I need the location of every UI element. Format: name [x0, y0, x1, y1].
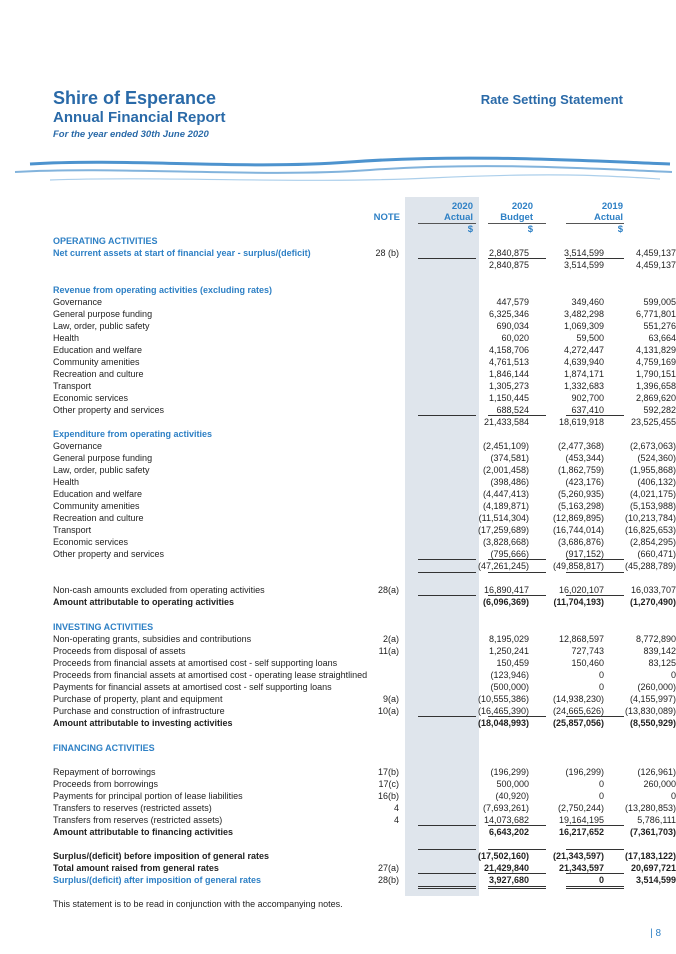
row-value-c3: (660,471): [637, 549, 676, 559]
row-value-c1: 1,150,445: [488, 393, 529, 403]
row-label: Health: [53, 477, 80, 487]
row-value-c2: (49,858,817): [552, 561, 604, 571]
row-note: 16(b): [377, 791, 399, 801]
row-value-c3: (13,280,853): [624, 803, 676, 813]
row-label: Payments for principal portion of lease liabilities: [53, 791, 243, 801]
table-row: [53, 645, 676, 657]
row-value-c3: 4,459,137: [635, 260, 676, 270]
row-label: Governance: [53, 441, 103, 451]
row-value-c3: 1,790,151: [635, 369, 676, 379]
table-row: [53, 778, 676, 790]
col2-type: Budget: [500, 212, 533, 223]
subtotal-rule: [418, 873, 476, 874]
row-value-c3: (5,153,988): [629, 501, 676, 511]
col1-type: Actual: [443, 212, 473, 223]
table-row: [53, 416, 676, 428]
row-note: 9(a): [382, 694, 399, 704]
row-value-c3: 839,142: [643, 646, 676, 656]
table-row: [53, 452, 676, 464]
footnote: This statement is to be read in conjunction with the accompanying notes.: [53, 899, 343, 909]
row-label: Transfers from reserves (restricted assets): [53, 815, 223, 825]
table-row: [53, 826, 676, 838]
row-value-c1: (17,502,160): [477, 851, 529, 861]
col2-year: 2020: [511, 201, 533, 212]
row-label: Proceeds from financial assets at amortised cost - self supporting loans: [53, 658, 338, 668]
col3-currency: $: [617, 224, 623, 235]
row-label: Non-operating grants, subsidies and contributions: [53, 634, 252, 644]
subtotal-rule: [418, 849, 476, 850]
col1-year: 2020: [451, 201, 473, 212]
table-row: [53, 392, 676, 404]
subtotal-rule: [418, 595, 476, 596]
row-value-c2: (24,665,626): [552, 706, 604, 716]
row-value-c2: (5,163,298): [557, 501, 604, 511]
row-value-c2: (5,260,935): [557, 489, 604, 499]
table-row: [53, 235, 625, 247]
table-row: [53, 428, 625, 440]
subtotal-rule: [488, 825, 546, 826]
subtotal-rule: [488, 716, 546, 717]
row-value-c3: 23,525,455: [630, 417, 676, 427]
row-label: Proceeds from financial assets at amortised cost - operating lease straightlined: [53, 670, 368, 680]
table-row: [53, 717, 676, 729]
row-note: 2(a): [382, 634, 399, 644]
row-label: Net current assets at start of financial year - surplus/(deficit): [53, 248, 311, 258]
row-value-c1: (795,666): [490, 549, 529, 559]
row-label: Recreation and culture: [53, 369, 144, 379]
header-wave-decoration: [10, 150, 675, 190]
row-value-c1: (4,189,871): [482, 501, 529, 511]
row-value-c2: 3,514,599: [563, 248, 604, 258]
col3-year: 2019: [601, 201, 623, 212]
row-value-c3: (1,955,868): [629, 465, 676, 475]
row-value-c2: 16,217,652: [558, 827, 604, 837]
row-value-c1: 447,579: [496, 297, 529, 307]
table-row: [53, 742, 625, 754]
table-row: [53, 476, 676, 488]
row-value-c2: (2,477,368): [557, 441, 604, 451]
row-value-c3: (4,155,997): [629, 694, 676, 704]
row-value-c1: 688,524: [496, 405, 529, 415]
table-row: [53, 380, 676, 392]
row-value-c3: (10,213,784): [624, 513, 676, 523]
row-value-c3: 592,282: [643, 405, 676, 415]
row-label: Community amenities: [53, 357, 140, 367]
row-label: Law, order, public safety: [53, 321, 150, 331]
table-row: [53, 524, 676, 536]
row-value-c1: 500,000: [496, 779, 529, 789]
row-label: Purchase and construction of infrastructure: [53, 706, 225, 716]
row-label: Payments for financial assets at amortised cost - self supporting loans: [53, 682, 332, 692]
row-value-c1: (18,048,993): [477, 718, 529, 728]
row-label: Economic services: [53, 537, 129, 547]
row-value-c3: 0: [670, 791, 676, 801]
row-value-c3: (260,000): [637, 682, 676, 692]
row-value-c1: 8,195,029: [488, 634, 529, 644]
row-value-c2: 3,514,599: [563, 260, 604, 270]
statement-title: Rate Setting Statement: [480, 92, 623, 107]
row-value-c1: (123,946): [490, 670, 529, 680]
row-value-c2: (3,686,876): [557, 537, 604, 547]
table-row: [53, 488, 676, 500]
row-value-c2: 21,343,597: [558, 863, 604, 873]
row-value-c3: 4,759,169: [635, 357, 676, 367]
row-note: 10(a): [377, 706, 399, 716]
table-row: [53, 633, 676, 645]
row-value-c1: 1,846,144: [488, 369, 529, 379]
table-row: [53, 464, 676, 476]
total-double-rule: [418, 886, 476, 889]
row-value-c2: 1,874,171: [563, 369, 604, 379]
row-value-c1: 60,020: [501, 333, 529, 343]
row-label: Repayment of borrowings: [53, 767, 156, 777]
subtotal-rule: [488, 849, 546, 850]
row-value-c1: (398,486): [490, 477, 529, 487]
row-value-c2: (16,744,014): [552, 525, 604, 535]
row-value-c1: 4,158,706: [488, 345, 529, 355]
row-value-c3: (2,854,295): [629, 537, 676, 547]
row-value-c2: 0: [598, 791, 604, 801]
row-value-c1: 150,459: [496, 658, 529, 668]
row-value-c2: (14,938,230): [552, 694, 604, 704]
subtotal-rule: [566, 559, 624, 560]
subtotal-rule: [488, 873, 546, 874]
row-value-c3: 260,000: [643, 779, 676, 789]
table-row: [53, 344, 676, 356]
row-value-c2: 0: [598, 670, 604, 680]
row-value-c2: 16,020,107: [558, 585, 604, 595]
row-value-c2: 3,482,298: [563, 309, 604, 319]
subtotal-rule: [488, 559, 546, 560]
subtotal-rule: [566, 572, 624, 573]
row-label: FINANCING ACTIVITIES: [53, 743, 155, 753]
subtotal-rule: [566, 716, 624, 717]
row-value-c3: 8,772,890: [635, 634, 676, 644]
row-value-c1: (374,581): [490, 453, 529, 463]
row-note: 4: [393, 815, 399, 825]
row-label: Surplus/(deficit) after imposition of general rates: [53, 875, 262, 885]
table-row: [53, 669, 676, 681]
row-value-c3: 5,786,111: [637, 815, 676, 825]
subtotal-rule: [418, 559, 476, 560]
row-label: Recreation and culture: [53, 513, 144, 523]
row-label: Community amenities: [53, 501, 140, 511]
page-number: | 8: [650, 928, 661, 939]
row-value-c1: 2,840,875: [488, 248, 529, 258]
row-value-c2: 4,272,447: [563, 345, 604, 355]
table-row: [53, 368, 676, 380]
col2-currency: $: [527, 224, 533, 235]
row-value-c3: 2,869,620: [635, 393, 676, 403]
row-value-c2: (21,343,597): [552, 851, 604, 861]
table-row: [53, 874, 676, 886]
row-value-c1: 690,034: [496, 321, 529, 331]
row-value-c2: 59,500: [576, 333, 604, 343]
table-row: [53, 500, 676, 512]
row-value-c1: (17,259,689): [477, 525, 529, 535]
row-label: Revenue from operating activities (excluding rates): [53, 285, 273, 295]
row-label: Other property and services: [53, 405, 165, 415]
row-value-c3: 4,131,829: [635, 345, 676, 355]
subtotal-rule: [418, 716, 476, 717]
table-row: [53, 596, 676, 608]
row-value-c1: (16,465,390): [477, 706, 529, 716]
subtotal-rule: [488, 258, 546, 259]
row-value-c3: 599,005: [643, 297, 676, 307]
row-label: INVESTING ACTIVITIES: [53, 622, 154, 632]
row-value-c2: (196,299): [565, 767, 604, 777]
row-value-c3: 3,514,599: [635, 875, 676, 885]
row-value-c1: 21,433,584: [483, 417, 529, 427]
row-value-c3: (126,961): [637, 767, 676, 777]
subtotal-rule: [488, 415, 546, 416]
row-value-c1: (40,920): [495, 791, 529, 801]
row-value-c2: 0: [598, 779, 604, 789]
row-value-c3: 551,276: [643, 321, 676, 331]
table-row: [53, 356, 676, 368]
row-value-c1: (6,096,369): [482, 597, 529, 607]
subtotal-rule: [566, 595, 624, 596]
row-label: Purchase of property, plant and equipment: [53, 694, 223, 704]
row-value-c3: (16,825,653): [624, 525, 676, 535]
row-note: 27(a): [377, 863, 399, 873]
row-label: Total amount raised from general rates: [53, 863, 219, 873]
row-value-c2: 0: [598, 875, 604, 885]
row-label: Amount attributable to investing activities: [53, 718, 233, 728]
subtotal-rule: [488, 572, 546, 573]
row-value-c1: (7,693,261): [482, 803, 529, 813]
row-note: 28(a): [377, 585, 399, 595]
row-note: 28(b): [377, 875, 399, 885]
row-value-c1: 16,890,417: [483, 585, 529, 595]
row-value-c1: (47,261,245): [477, 561, 529, 571]
row-label: OPERATING ACTIVITIES: [53, 236, 158, 246]
row-value-c3: 83,125: [648, 658, 676, 668]
row-value-c1: (10,555,386): [477, 694, 529, 704]
row-value-c3: (524,360): [637, 453, 676, 463]
row-value-c2: (11,704,193): [553, 597, 604, 607]
row-value-c3: (17,183,122): [624, 851, 676, 861]
table-row: [53, 693, 676, 705]
table-row: [53, 621, 625, 633]
row-value-c3: 1,396,658: [635, 381, 676, 391]
table-row: [53, 536, 676, 548]
row-value-c1: 2,840,875: [488, 260, 529, 270]
table-row: [53, 320, 676, 332]
table-row: [53, 657, 676, 669]
row-value-c2: 19,164,195: [558, 815, 604, 825]
row-value-c1: 3,927,680: [488, 875, 529, 885]
row-label: Surplus/(deficit) before imposition of general rates: [53, 851, 270, 861]
row-value-c2: 902,700: [571, 393, 604, 403]
row-value-c3: (45,288,789): [624, 561, 676, 571]
row-value-c3: (13,830,089): [624, 706, 676, 716]
table-row: [53, 850, 676, 862]
report-period: For the year ended 30th June 2020: [53, 129, 209, 140]
row-value-c3: 63,664: [648, 333, 676, 343]
row-label: Health: [53, 333, 80, 343]
row-label: Expenditure from operating activities: [53, 429, 213, 439]
row-value-c2: 18,619,918: [558, 417, 604, 427]
row-value-c1: 14,073,682: [483, 815, 529, 825]
table-row: [53, 440, 676, 452]
subtotal-rule: [488, 595, 546, 596]
table-row: [53, 560, 676, 572]
row-label: Education and welfare: [53, 345, 143, 355]
row-value-c2: (423,176): [565, 477, 604, 487]
subtotal-rule: [418, 258, 476, 259]
row-label: Amount attributable to financing activities: [53, 827, 234, 837]
row-label: General purpose funding: [53, 453, 153, 463]
row-label: Transport: [53, 381, 92, 391]
row-value-c3: (2,673,063): [629, 441, 676, 451]
table-row: [53, 332, 676, 344]
row-value-c2: 12,868,597: [558, 634, 604, 644]
row-value-c3: (7,361,703): [629, 827, 676, 837]
row-label: Education and welfare: [53, 489, 143, 499]
row-value-c3: (4,021,175): [629, 489, 676, 499]
col3-type: Actual: [593, 212, 623, 223]
row-value-c2: (453,344): [565, 453, 604, 463]
row-value-c2: (917,152): [565, 549, 604, 559]
row-value-c1: (11,514,304): [478, 513, 529, 523]
total-double-rule: [488, 886, 546, 889]
row-note: 17(b): [377, 767, 399, 777]
row-label: Proceeds from borrowings: [53, 779, 159, 789]
total-double-rule: [566, 886, 624, 889]
row-value-c2: 4,639,940: [563, 357, 604, 367]
row-label: Other property and services: [53, 549, 165, 559]
row-value-c2: 0: [598, 682, 604, 692]
row-label: Economic services: [53, 393, 129, 403]
row-value-c3: (1,270,490): [629, 597, 676, 607]
subtotal-rule: [418, 572, 476, 573]
row-value-c1: 6,643,202: [488, 827, 529, 837]
table-row: [53, 802, 676, 814]
table-row: [53, 681, 676, 693]
table-row: [53, 284, 625, 296]
row-label: General purpose funding: [53, 309, 153, 319]
org-title: Shire of Esperance: [53, 88, 217, 108]
row-label: Proceeds from disposal of assets: [53, 646, 186, 656]
subtotal-rule: [566, 873, 624, 874]
subtotal-rule: [418, 415, 476, 416]
row-label: Non-cash amounts excluded from operating activities: [53, 585, 265, 595]
row-note: 17(c): [378, 779, 399, 789]
row-value-c1: 4,761,513: [488, 357, 529, 367]
row-value-c2: 1,069,309: [563, 321, 604, 331]
row-value-c2: 1,332,683: [563, 381, 604, 391]
row-value-c2: (25,857,056): [552, 718, 604, 728]
row-label: Law, order, public safety: [53, 465, 150, 475]
row-value-c2: (1,862,759): [557, 465, 604, 475]
row-note: 28 (b): [375, 248, 399, 258]
row-label: Governance: [53, 297, 103, 307]
row-value-c3: 6,771,801: [635, 309, 676, 319]
row-value-c3: (8,550,929): [629, 718, 676, 728]
row-value-c1: (500,000): [490, 682, 529, 692]
subtotal-rule: [566, 825, 624, 826]
table-row: [53, 296, 676, 308]
row-value-c2: 349,460: [571, 297, 604, 307]
subtotal-rule: [566, 258, 624, 259]
table-row: [53, 259, 676, 271]
row-value-c2: (2,750,244): [557, 803, 604, 813]
row-value-c1: (196,299): [490, 767, 529, 777]
row-value-c3: 4,459,137: [635, 248, 676, 258]
table-row: [53, 766, 676, 778]
row-note: 4: [393, 803, 399, 813]
col1-currency: $: [467, 224, 473, 235]
subtotal-rule: [418, 825, 476, 826]
row-value-c2: 150,460: [571, 658, 604, 668]
row-value-c1: (3,828,668): [482, 537, 529, 547]
subtotal-rule: [566, 849, 624, 850]
row-value-c1: (2,001,458): [482, 465, 529, 475]
row-value-c1: 21,429,840: [483, 863, 529, 873]
subtotal-rule: [566, 415, 624, 416]
row-value-c3: 16,033,707: [630, 585, 676, 595]
table-row: [53, 512, 676, 524]
row-label: Transfers to reserves (restricted assets): [53, 803, 212, 813]
row-value-c3: (406,132): [637, 477, 676, 487]
row-value-c3: 20,697,721: [630, 863, 676, 873]
row-note: 11(a): [378, 646, 399, 656]
row-value-c1: 1,250,241: [488, 646, 529, 656]
table-row: [53, 790, 676, 802]
row-label: Transport: [53, 525, 92, 535]
row-value-c3: 0: [670, 670, 676, 680]
row-label: Amount attributable to operating activities: [53, 597, 235, 607]
row-value-c1: 1,305,273: [488, 381, 529, 391]
row-value-c1: 6,325,346: [488, 309, 529, 319]
row-value-c2: 727,743: [571, 646, 604, 656]
table-row: [53, 308, 676, 320]
row-value-c1: (4,447,413): [482, 489, 529, 499]
row-value-c2: (12,869,895): [552, 513, 604, 523]
col-note-header: NOTE: [373, 212, 400, 223]
row-value-c1: (2,451,109): [482, 441, 529, 451]
row-value-c2: 637,410: [571, 405, 604, 415]
report-title: Annual Financial Report: [53, 109, 226, 126]
